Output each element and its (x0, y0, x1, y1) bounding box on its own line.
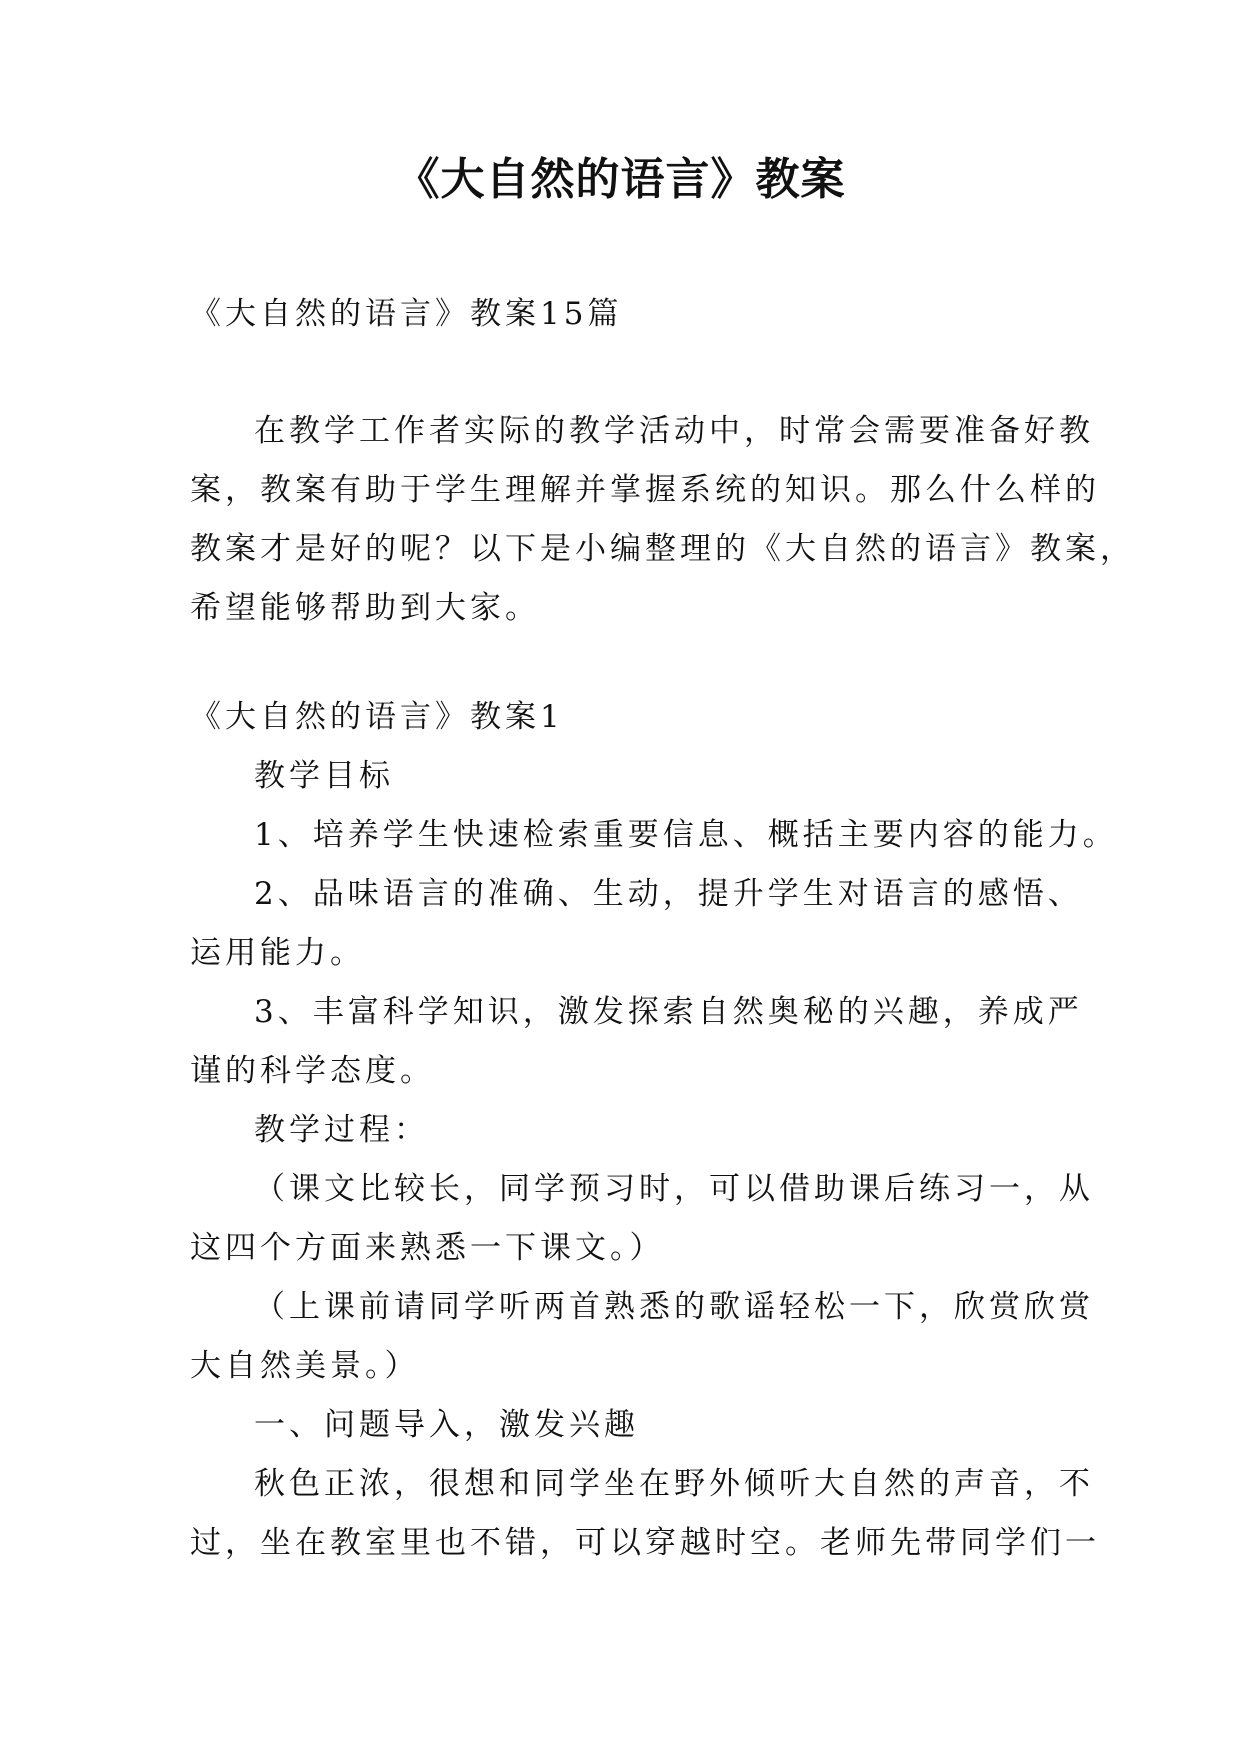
body-line: 2、品味语言的准确、生动，提升学生对语言的感悟、 (254, 876, 1083, 912)
document-title: 《大自然的语言》教案 (395, 154, 846, 205)
body-line: 谨的科学态度。 (190, 1053, 435, 1089)
body-line: （上课前请同学听两首熟悉的歌谣轻松一下，欣赏欣赏 (254, 1289, 1094, 1325)
intro-line: 案，教案有助于学生理解并掌握系统的知识。那么什么样的 (190, 472, 1100, 508)
body-line: 这四个方面来熟悉一下课文。） (190, 1230, 665, 1266)
body-line: 教学目标 (254, 758, 394, 794)
intro-line: 教案才是好的呢？以下是小编整理的《大自然的语言》教案， (190, 531, 1135, 567)
body-line: 教学过程： (254, 1112, 429, 1148)
body-line: （课文比较长，同学预习时，可以借助课后练习一，从 (254, 1171, 1094, 1207)
intro-paragraph (190, 402, 1135, 638)
body-line: 3、丰富科学知识，激发探索自然奥秘的兴趣，养成严 (254, 994, 1083, 1030)
section-1 (190, 688, 1118, 1573)
section-body (190, 747, 1118, 1573)
body-line: 大自然美景。） (190, 1348, 420, 1384)
intro-line: 在教学工作者实际的教学活动中，时常会需要准备好教 (254, 413, 1094, 449)
body-line: 1、培养学生快速检索重要信息、概括主要内容的能力。 (254, 817, 1118, 853)
body-line: 运用能力。 (190, 935, 365, 971)
document-subtitle: 《大自然的语言》教案15篇 (190, 296, 623, 332)
intro-line: 希望能够帮助到大家。 (190, 590, 540, 626)
body-line: 过，坐在教室里也不错，可以穿越时空。老师先带同学们一 (190, 1525, 1100, 1561)
body-line: 秋色正浓，很想和同学坐在野外倾听大自然的声音，不 (254, 1466, 1094, 1502)
body-line: 一、问题导入，激发兴趣 (254, 1407, 639, 1443)
section-heading: 《大自然的语言》教案1 (190, 699, 564, 735)
